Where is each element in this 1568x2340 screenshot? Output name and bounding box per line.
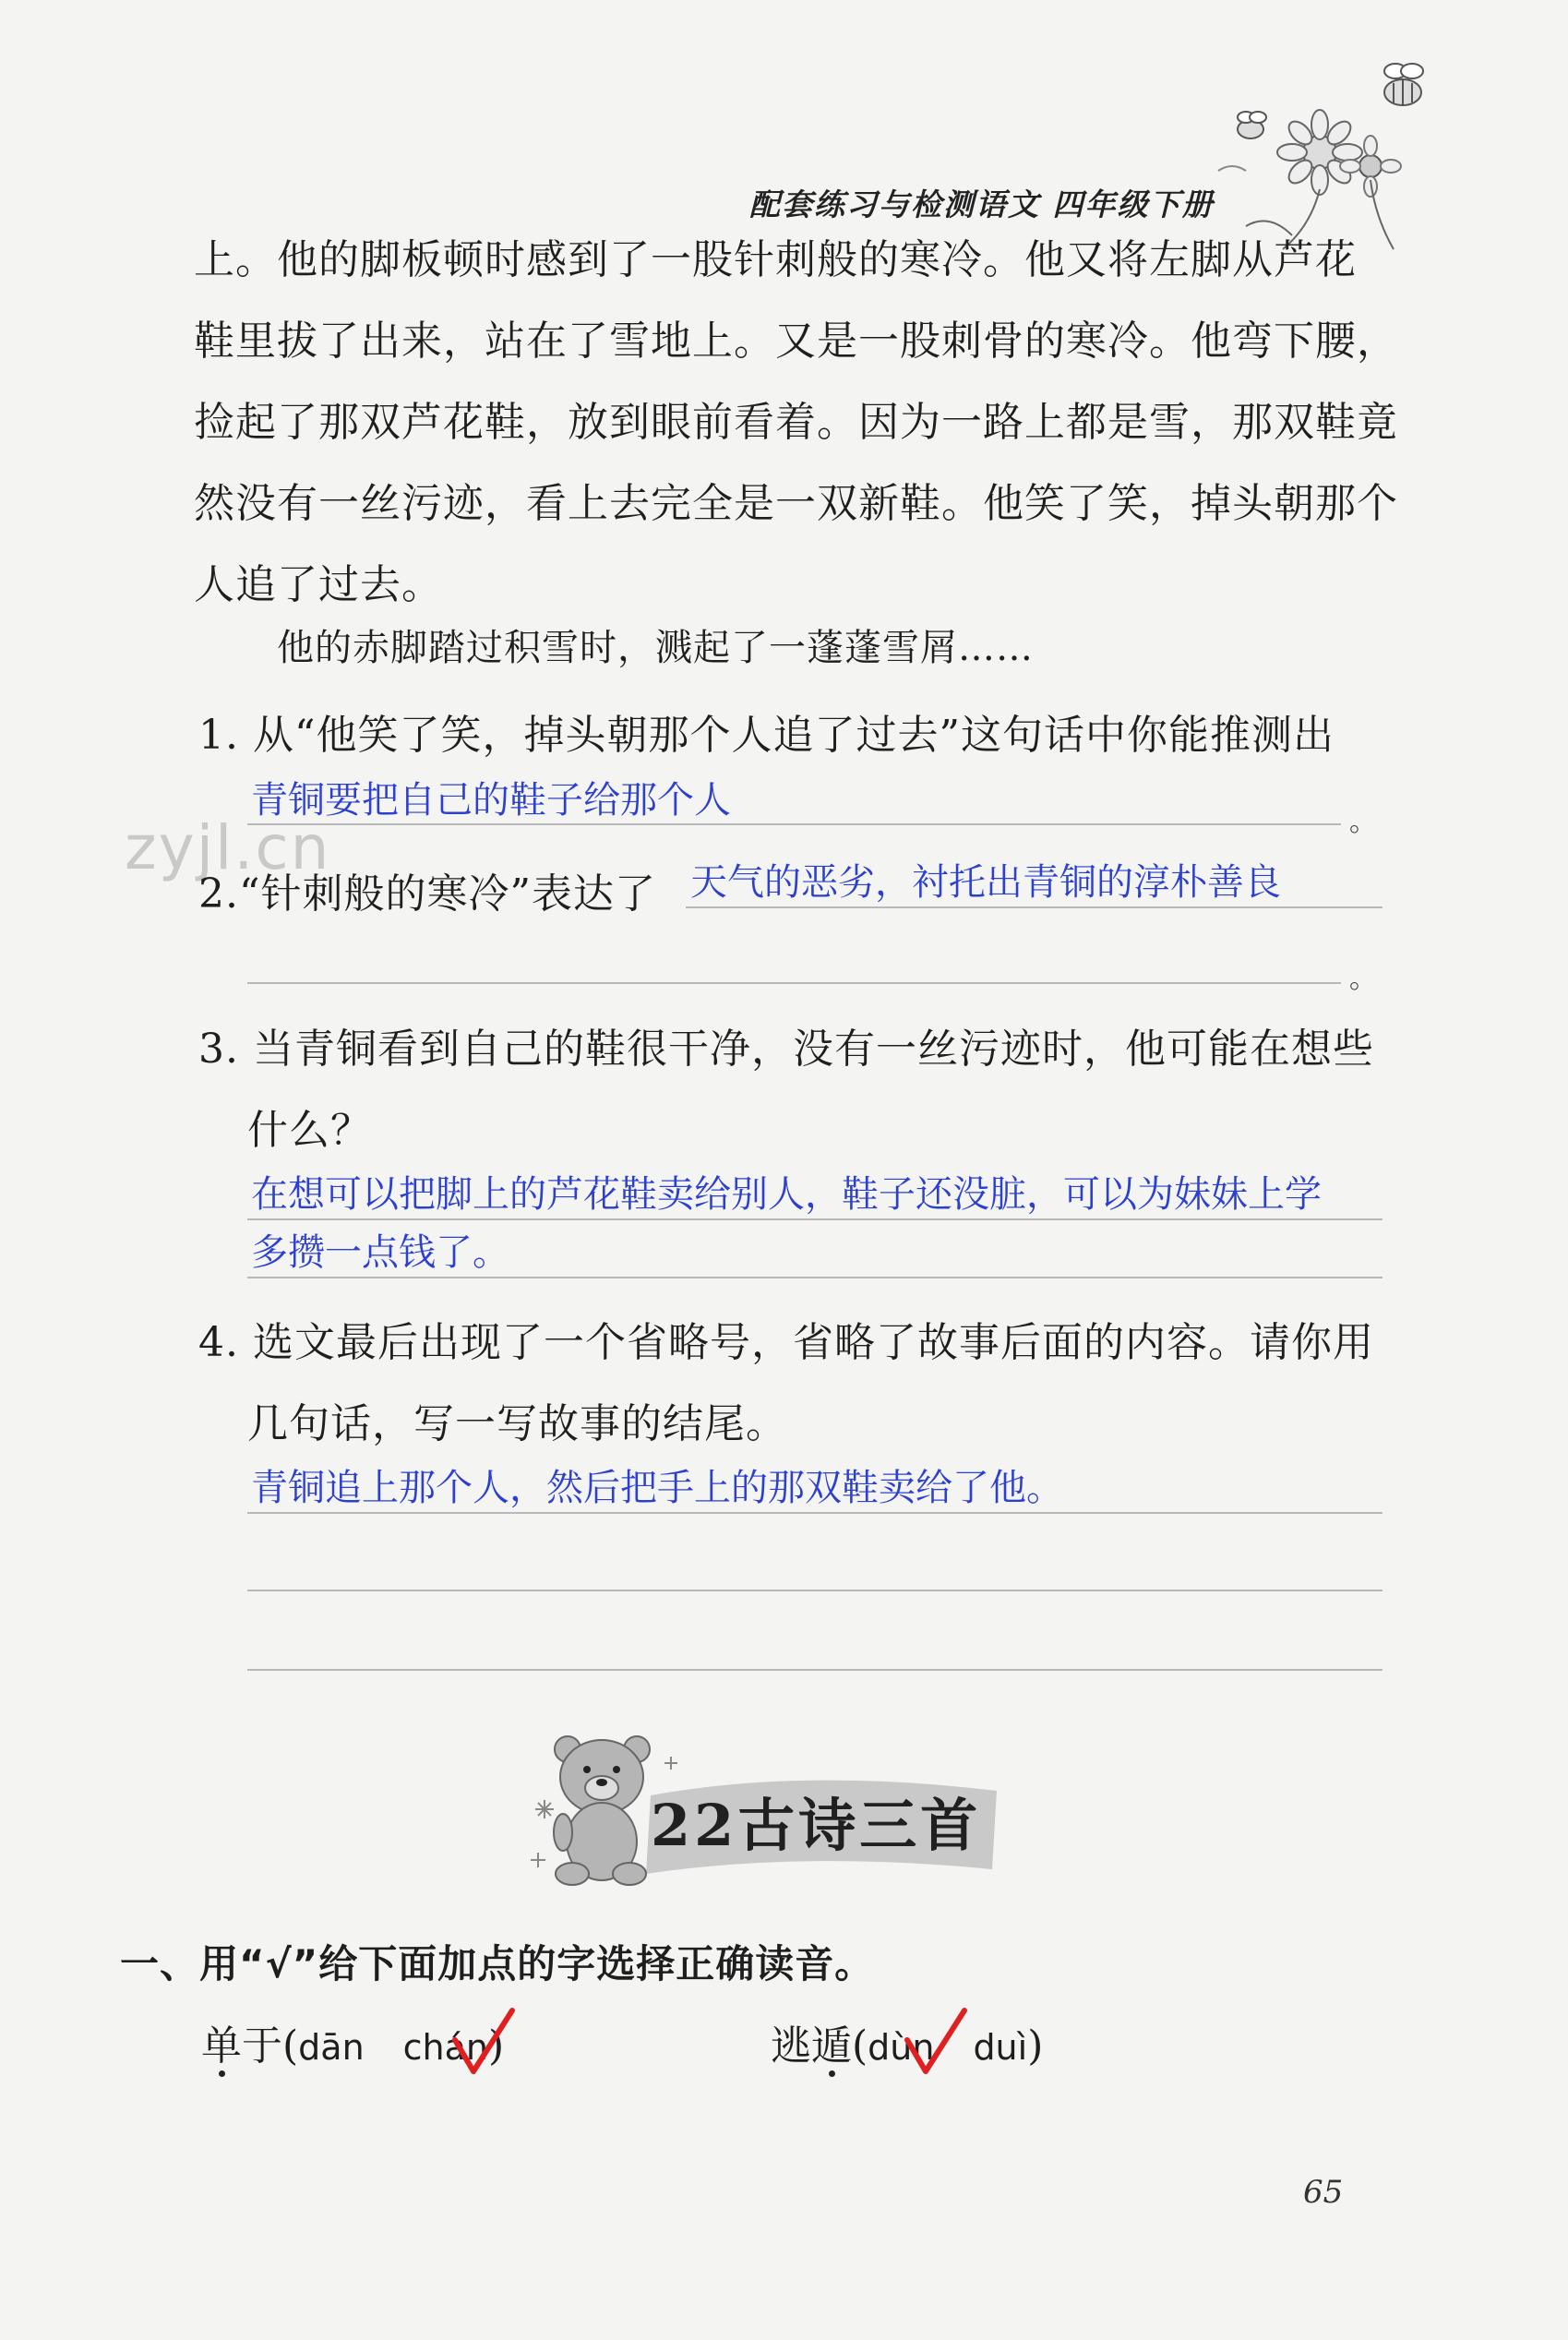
question-3: 3. 当青铜看到自己的鞋很干净，没有一丝污迹时，他可能在想些 bbox=[198, 1026, 1374, 1073]
close-paren: ) bbox=[1027, 2022, 1044, 2070]
answer-period: 。 bbox=[1349, 806, 1377, 838]
check-mark-icon bbox=[448, 2005, 521, 2079]
passage bbox=[194, 220, 1398, 626]
answer-line bbox=[247, 1277, 1382, 1278]
close-paren: ) bbox=[488, 2022, 505, 2070]
emphasis-dot bbox=[219, 2070, 225, 2077]
workbook-title: 配套练习与检测语文 四年级下册 bbox=[749, 186, 1215, 222]
answer-2: 天气的恶劣，衬托出青铜的淳朴善良 bbox=[690, 861, 1281, 904]
question-2: 2.“针刺般的寒冷”表达了 bbox=[198, 870, 656, 918]
question-4-cont: 几句话，写一写故事的结尾。 bbox=[247, 1400, 787, 1447]
open-paren: ( bbox=[852, 2022, 868, 2070]
passage-last-line: 他的赤脚踏过积雪时，溅起了一蓬蓬雪屑…… bbox=[277, 627, 1034, 669]
answer-line bbox=[247, 823, 1341, 825]
question-3-cont: 什么？ bbox=[247, 1107, 372, 1154]
answer-4: 青铜追上那个人，然后把手上的那双鞋卖给了他。 bbox=[251, 1467, 1063, 1509]
item-word: 单于 bbox=[201, 2022, 282, 2070]
lesson-title: 22古诗三首 bbox=[651, 1792, 982, 1859]
answer-1: 青铜要把自己的鞋子给那个人 bbox=[251, 779, 731, 822]
answer-line bbox=[247, 1218, 1382, 1220]
pinyin-option: dān bbox=[298, 2027, 365, 2068]
pinyin-option: duì bbox=[973, 2027, 1028, 2068]
passage-line: 然没有一丝污迹，看上去完全是一双新鞋。他笑了笑，掉头朝那个 bbox=[194, 480, 1398, 527]
pinyin-option: chán bbox=[402, 2027, 488, 2068]
passage-line: 人追了过去。 bbox=[194, 561, 443, 608]
passage-line: 捡起了那双芦花鞋，放到眼前看着。因为一路上都是雪，那双鞋竟 bbox=[194, 399, 1398, 446]
passage-line: 上。他的脚板顿时感到了一股针刺般的寒冷。他又将左脚从芦花 bbox=[194, 236, 1357, 283]
answer-line bbox=[247, 1512, 1382, 1514]
open-paren: ( bbox=[282, 2022, 299, 2070]
emphasis-dot bbox=[829, 2070, 835, 2077]
check-mark-icon bbox=[900, 2005, 974, 2079]
answer-line bbox=[247, 1669, 1382, 1671]
answer-3: 在想可以把脚上的芦花鞋卖给别人，鞋子还没脏，可以为妹妹上学 bbox=[251, 1173, 1322, 1216]
answer-line bbox=[247, 1590, 1382, 1591]
passage-line: 鞋里拔了出来，站在了雪地上。又是一股刺骨的寒冷。他弯下腰， bbox=[194, 318, 1398, 365]
answer-line bbox=[247, 982, 1341, 984]
answer-3-cont: 多攒一点钱了。 bbox=[251, 1231, 509, 1274]
answer-period: 。 bbox=[1349, 963, 1377, 995]
item-word: 逃遁 bbox=[771, 2022, 852, 2070]
section-heading: 一、用“√”给下面加点的字选择正确读音。 bbox=[120, 1941, 875, 1986]
pinyin-option: dùn bbox=[868, 2027, 935, 2068]
page-number: 65 bbox=[1303, 2174, 1344, 2211]
question-4: 4. 选文最后出现了一个省略号，省略了故事后面的内容。请你用 bbox=[198, 1319, 1374, 1366]
watermark: zyjl.cn bbox=[125, 812, 331, 883]
question-1: 1. 从“他笑了笑，掉头朝那个人追了过去”这句话中你能推测出 bbox=[198, 712, 1335, 759]
answer-line bbox=[686, 906, 1382, 908]
